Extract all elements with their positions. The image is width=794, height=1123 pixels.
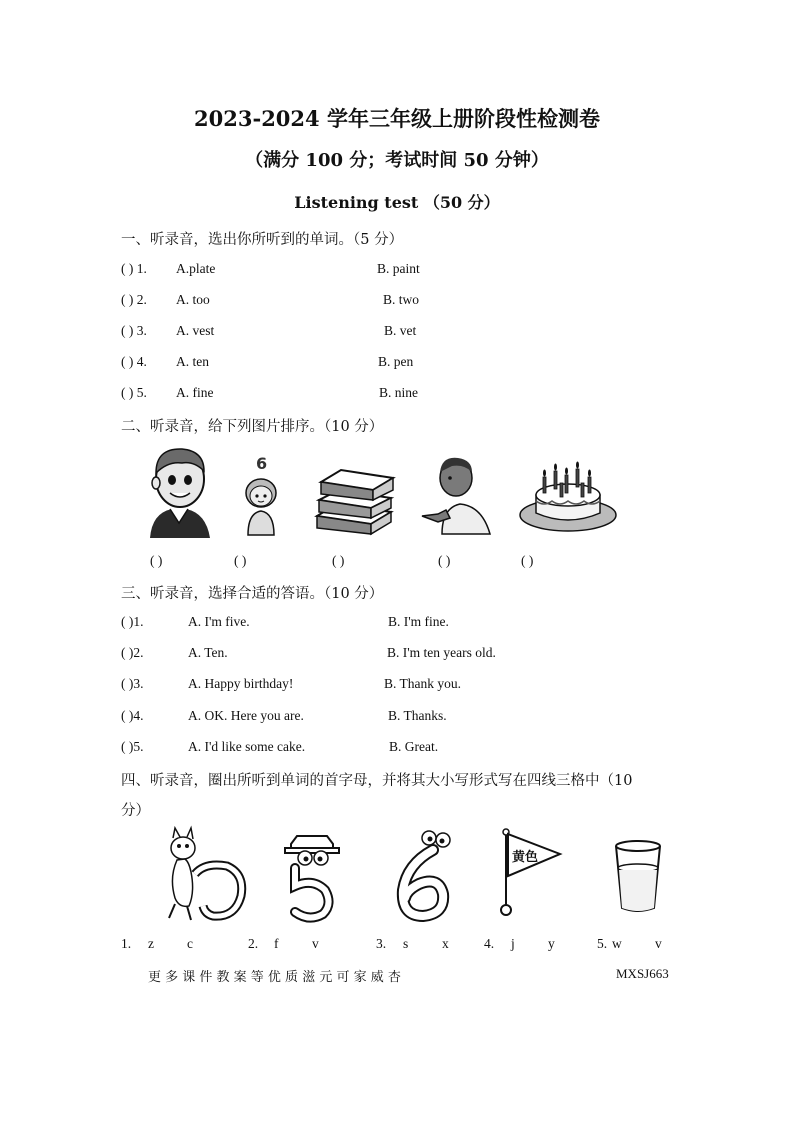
s3-option-a-5: A. I'd like some cake.: [188, 739, 306, 754]
section2-heading: 二、听录音，给下列图片排序。（10 分）: [121, 419, 384, 435]
boy-picture: [142, 443, 216, 538]
page-title: 2023-2024 学年三年级上册阶段性检测卷: [194, 106, 600, 131]
s4-letter-5b[interactable]: v: [655, 936, 662, 951]
s1-option-a-5: A. fine: [176, 385, 214, 400]
s4-letter-4b[interactable]: y: [548, 936, 555, 951]
squirrel-z-picture: [155, 826, 247, 922]
s3-option-a-2: A. Ten.: [188, 645, 228, 660]
s4-num-5: 5.: [597, 936, 608, 951]
s3-option-a-3: A. Happy birthday!: [188, 676, 294, 691]
exam-info: （满分 100 分；考试时间 50 分钟）: [245, 150, 549, 171]
s3-num-3[interactable]: ( )3.: [121, 676, 144, 691]
section1-heading: 一、听录音，选出你所听到的单词。（5 分）: [121, 232, 404, 248]
s4-num-2: 2.: [248, 936, 259, 951]
s1-num-4[interactable]: ( ) 4.: [121, 354, 147, 369]
s4-letter-1b[interactable]: c: [187, 936, 193, 951]
s4-letter-3b[interactable]: x: [442, 936, 449, 951]
s3-option-b-4: B. Thanks.: [388, 708, 447, 723]
watermark-code: MXSJ663: [616, 966, 669, 981]
section4-heading-cont: 分）: [121, 803, 150, 819]
girl-with-six-picture: [236, 455, 286, 535]
s4-num-4: 4.: [484, 936, 495, 951]
s2-blank-1[interactable]: ( ): [150, 553, 163, 568]
s2-blank-3[interactable]: ( ): [332, 553, 345, 568]
s1-option-b-5: B. nine: [379, 385, 418, 400]
watermark-text: 更 多 课 件 教 案 等 优 质 滋 元 可 家 威 杏: [148, 970, 401, 985]
birthday-cake-picture: [518, 455, 618, 535]
s3-option-b-5: B. Great.: [389, 739, 439, 754]
six-with-eyes-picture: [393, 828, 455, 922]
section3-heading: 三、听录音，选择合适的答语。（10 分）: [121, 586, 384, 602]
section4-heading: 四、听录音，圈出所听到单词的首字母，并将其大小写形式写在四线三格中（10: [121, 773, 633, 789]
svg-text:6: 6: [256, 454, 268, 473]
s4-letter-3a[interactable]: s: [403, 936, 409, 951]
s3-option-b-2: B. I'm ten years old.: [387, 645, 496, 660]
s3-option-b-3: B. Thank you.: [384, 676, 461, 691]
s1-option-b-1: B. paint: [377, 261, 420, 276]
books-picture: [311, 458, 395, 534]
s4-letter-2a[interactable]: f: [274, 936, 279, 951]
s1-option-b-4: B. pen: [378, 354, 414, 369]
s4-num-3: 3.: [376, 936, 387, 951]
s1-option-a-4: A. ten: [176, 354, 209, 369]
s1-num-3[interactable]: ( ) 3.: [121, 323, 147, 338]
s4-num-1: 1.: [121, 936, 132, 951]
s3-num-4[interactable]: ( )4.: [121, 708, 144, 723]
s3-num-2[interactable]: ( )2.: [121, 645, 144, 660]
s4-letter-1a[interactable]: z: [148, 936, 154, 951]
s4-letter-4a[interactable]: j: [511, 936, 515, 951]
s3-option-b-1: B. I'm fine.: [388, 614, 449, 629]
listening-test-heading: Listening test （50 分）: [294, 193, 500, 212]
s1-num-5[interactable]: ( ) 5.: [121, 385, 147, 400]
s2-blank-5[interactable]: ( ): [521, 553, 534, 568]
s1-num-1[interactable]: ( ) 1.: [121, 261, 147, 276]
five-with-hat-picture: [283, 828, 341, 922]
pointing-boy-picture: [420, 450, 494, 534]
s4-letter-5a[interactable]: w: [612, 936, 622, 951]
s3-num-1[interactable]: ( )1.: [121, 614, 144, 629]
s1-num-2[interactable]: ( ) 2.: [121, 292, 147, 307]
water-glass-picture: [612, 840, 664, 914]
s2-blank-4[interactable]: ( ): [438, 553, 451, 568]
s1-option-b-2: B. two: [383, 292, 420, 307]
s2-blank-2[interactable]: ( ): [234, 553, 247, 568]
s3-num-5[interactable]: ( )5.: [121, 739, 144, 754]
s1-option-a-1: A.plate: [176, 261, 216, 276]
yellow-flag-picture: [496, 828, 564, 918]
s1-option-b-3: B. vet: [384, 323, 417, 338]
s4-letter-2b[interactable]: v: [312, 936, 319, 951]
s3-option-a-1: A. I'm five.: [188, 614, 250, 629]
s1-option-a-2: A. too: [176, 292, 210, 307]
flag-label: 黄色: [512, 850, 539, 865]
s1-option-a-3: A. vest: [176, 323, 215, 338]
s3-option-a-4: A. OK. Here you are.: [188, 708, 304, 723]
